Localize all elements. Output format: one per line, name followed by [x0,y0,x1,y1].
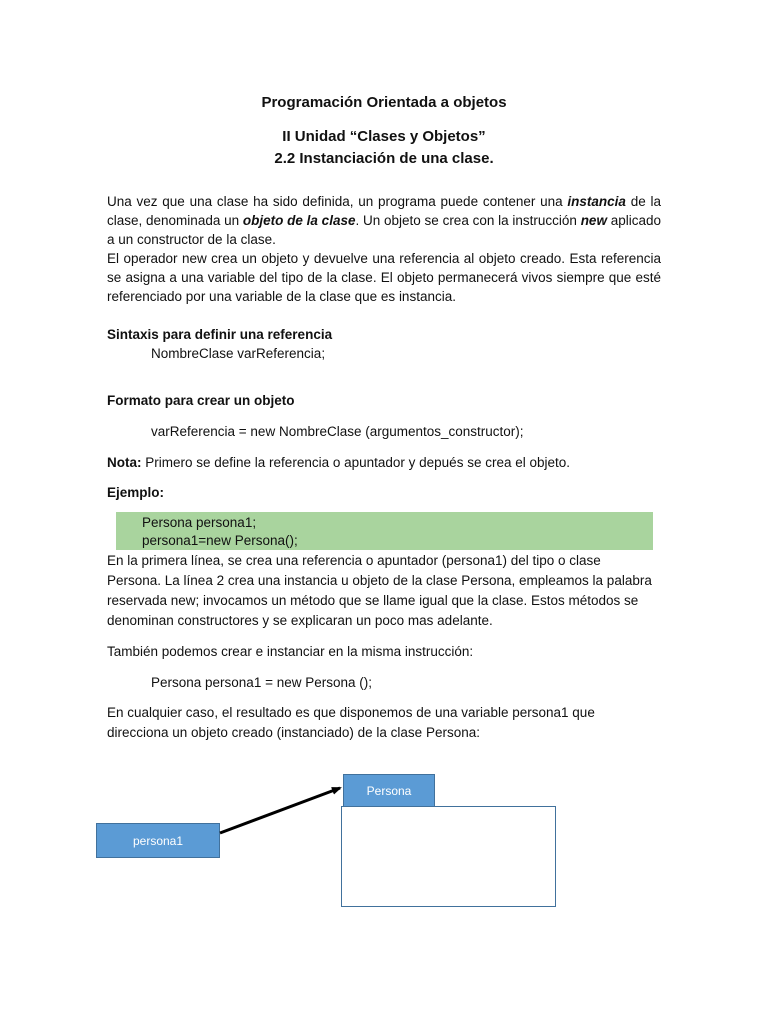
intro-text: de la clase, denominada un [107,194,661,228]
note-label: Nota: [107,455,142,470]
code-line-1: Persona persona1; [142,515,257,530]
result-line: direcciona un objeto creado (instanciado) de la clase Persona: [107,725,480,740]
syntax-heading: Sintaxis para definir una referencia [107,327,333,342]
note-text: Primero se define la referencia o apuntador y depués se crea el objeto. [141,455,571,470]
explanation-line: Persona. La línea 2 crea una instancia u objeto de la clase Persona, empleamos la palabra [107,573,652,588]
format-code: varReferencia = new NombreClase (argumentos_constructor); [151,424,524,439]
intro-text: Una vez que una clase ha sido definida, un programa puede contener una [107,194,568,209]
result-line: En cualquier caso, el resultado es que disponemos de una variable persona1 que [107,705,595,720]
term-new: new [580,213,607,228]
syntax-code: NombreClase varReferencia; [151,346,326,361]
variable-label: persona1 [132,833,184,848]
code-line-2: persona1=new Persona(); [142,533,298,548]
section-title: 2.2 Instanciación de una clase. [274,150,494,167]
document-title: Programación Orientada a objetos [261,94,507,111]
format-heading: Formato para crear un objeto [107,393,295,408]
term-instancia: instancia [567,194,626,209]
term-objeto: objeto de la clase [242,213,356,228]
also-code: Persona persona1 = new Persona (); [151,675,373,690]
intro-text: aplicado a un constructor de la clase. [107,213,662,247]
explanation-line: En la primera línea, se crea una referencia o apuntador (persona1) del tipo o clase [107,553,601,568]
explanation-line: reservada new; invocamos un método que se llame igual que la clase. Estos métodos se [107,593,639,608]
unit-title: II Unidad “Clases y Objetos” [282,128,486,145]
also-text: También podemos crear e instanciar en la misma instrucción: [107,644,474,659]
arrow-line [220,788,340,833]
intro-text: . Un objeto se crea con la instrucción [355,213,581,228]
class-label: Persona [366,783,412,798]
example-heading: Ejemplo: [107,485,165,500]
intro-paragraph-2: El operador new crea un objeto y devuelve una referencia al objeto creado. Esta referencia se asigna a una variable del tipo de la clase. El objeto permanecerá vivos siempre que esté referenciado por una variable de la clase que es instancia. [107,251,661,304]
explanation-line: denominan constructores y se explicaran un poco mas adelante. [107,613,493,628]
